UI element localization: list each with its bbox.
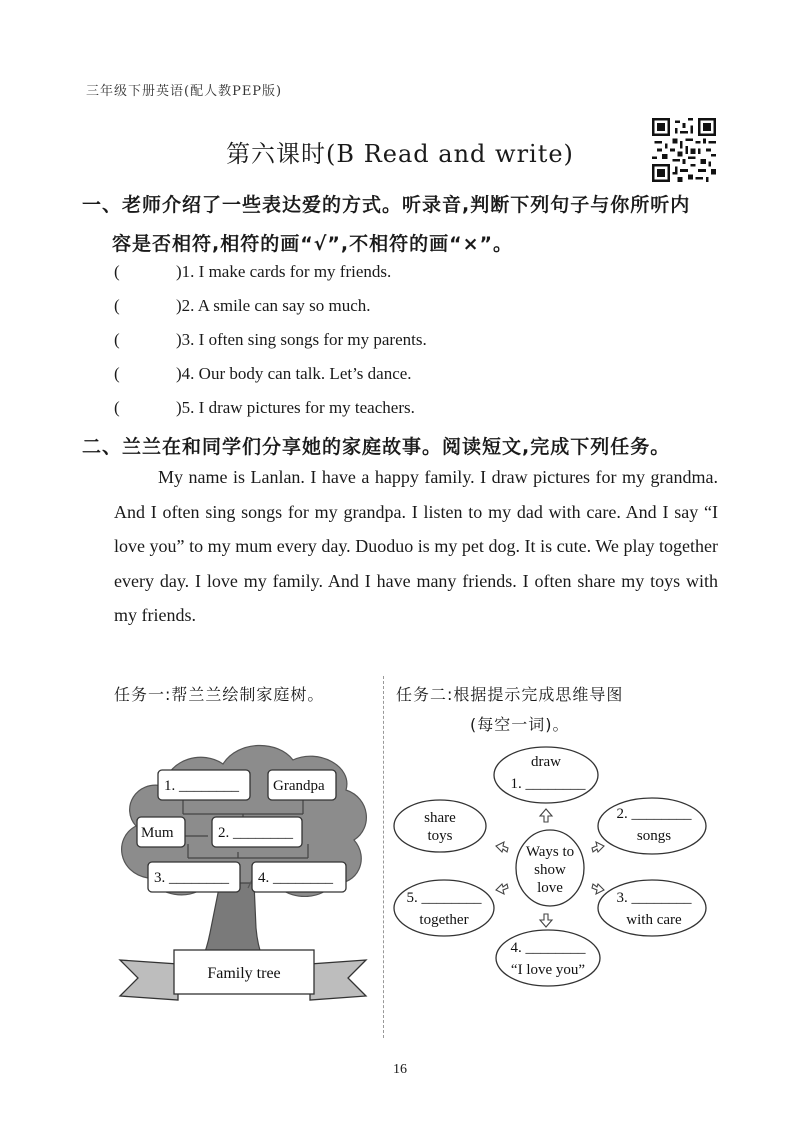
question-1[interactable]	[114, 262, 391, 282]
answer-blank: (	[114, 398, 120, 417]
family-tree-diagram	[108, 728, 380, 1028]
question-2[interactable]	[114, 296, 371, 316]
section-1-instruction: 容是否相符,相符的画“√”,不相符的画“×”。	[112, 233, 513, 255]
arrow-right-up-icon	[592, 842, 604, 852]
right-line-2: with care	[626, 912, 682, 928]
section-2-heading: 二、兰兰在和同学们分享她的家庭故事。阅读短文,完成下列任务。	[82, 436, 671, 458]
question-text: )4. Our body can talk. Let’s dance.	[176, 364, 412, 383]
question-4[interactable]	[114, 364, 412, 384]
tree-label-grandpa: Grandpa	[273, 778, 325, 794]
task-2-label: 任务二:根据提示完成思维导图	[396, 685, 624, 704]
question-5[interactable]	[114, 398, 415, 418]
center-line-1: Ways to	[525, 844, 575, 860]
tree-label-4: 4. ________	[258, 870, 333, 886]
left-top-line-2: toys	[427, 828, 453, 844]
passage-text: My name is Lanlan. I have a happy family. I draw pictures for my grandma. And I often sing songs for my grandpa. I listen to my dad with care. And I say “I love you” to my mum every day. Duoduo is my pet dog. It is cute. We play together every day. I love my family. And I have many friends. I often share my toys with my friends.	[114, 467, 718, 625]
lesson-title: 第六课时(B Read and write)	[226, 140, 574, 168]
left-bottom-line-1: 5. ________	[406, 890, 482, 906]
bottom-line-1: 4. ________	[510, 940, 586, 956]
left-top-line-1: share	[424, 810, 456, 826]
qr-code-icon	[652, 118, 716, 182]
arrow-left-down-icon	[496, 884, 508, 894]
answer-blank: (	[114, 296, 120, 315]
answer-blank: (	[114, 364, 120, 383]
question-text: )1. I make cards for my friends.	[176, 262, 392, 281]
center-line-2: show	[534, 862, 566, 878]
arrow-left-up-icon	[496, 842, 508, 852]
mind-map-diagram	[388, 742, 718, 990]
right-line-1: 3. ________	[616, 890, 692, 906]
banner-text: Family tree	[207, 965, 281, 982]
task-2-note: (每空一词)。	[470, 715, 570, 734]
bottom-line-2: “I love you”	[510, 962, 586, 978]
arrow-down-icon	[540, 914, 552, 927]
left-bottom-line-2: together	[419, 912, 469, 928]
top-line-1: draw	[531, 754, 561, 770]
question-text: )5. I draw pictures for my teachers.	[176, 398, 415, 417]
question-text: )3. I often sing songs for my parents.	[176, 330, 427, 349]
book-header: 三年级下册英语(配人教PEP版)	[86, 84, 283, 99]
top-right-line-2: songs	[636, 828, 672, 844]
mind-map-left-top	[394, 800, 486, 852]
column-divider	[383, 676, 384, 1038]
tree-label-mum: Mum	[141, 825, 174, 841]
answer-blank: (	[114, 262, 120, 281]
page-number: 16	[393, 1062, 407, 1077]
question-3[interactable]	[114, 330, 427, 350]
top-right-line-1: 2. ________	[616, 806, 692, 822]
task-1-label: 任务一:帮兰兰绘制家庭树。	[114, 685, 325, 704]
tree-label-2: 2. ________	[218, 825, 293, 841]
answer-blank: (	[114, 330, 120, 349]
reading-passage	[114, 460, 718, 633]
section-1-heading: 一、老师介绍了一些表达爱的方式。听录音,判断下列句子与你所听内	[82, 194, 691, 216]
center-line-3: love	[537, 880, 563, 896]
arrow-up-icon	[540, 809, 552, 822]
question-text: )2. A smile can say so much.	[176, 296, 371, 315]
tree-label-1: 1. ________	[164, 778, 239, 794]
arrow-right-down-icon	[592, 884, 604, 894]
tree-label-3: 3. ________	[154, 870, 229, 886]
top-line-2: 1. ________	[510, 776, 586, 792]
